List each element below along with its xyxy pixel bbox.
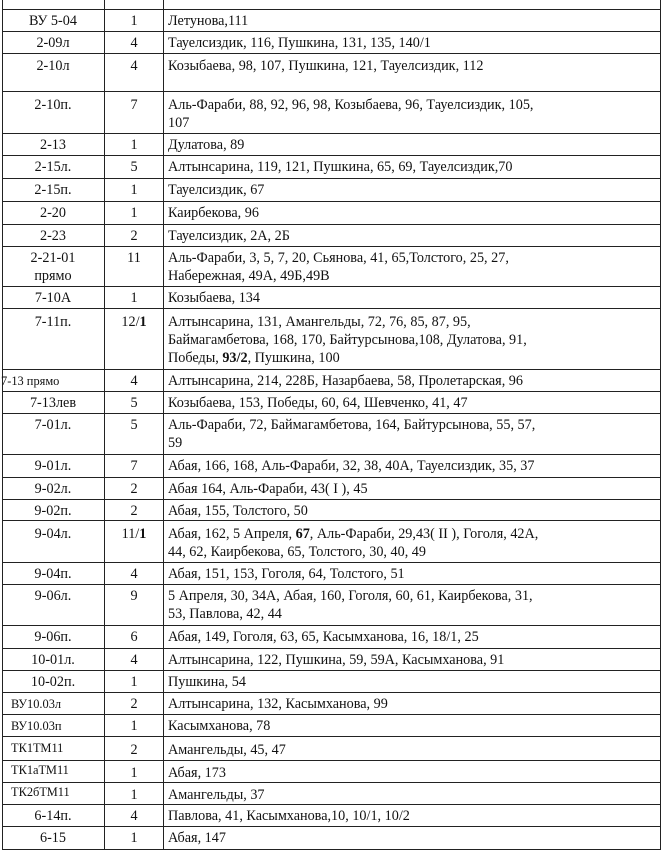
row-count: 5 xyxy=(130,395,138,411)
row-addresses: Аль-Фараби, 72, Баймагамбетова, 164, Байтурсынова, 55, 57, 59 xyxy=(168,417,536,451)
row-addresses: Абая, 149, Гоголя, 63, 65, Касымханова, 16, 18/1, 25 xyxy=(168,629,479,645)
table-row xyxy=(2,155,660,179)
table-row xyxy=(2,9,660,32)
row-addresses xyxy=(168,525,656,561)
addresses-part: Алтынсарина, 131, Амангельды, 72, 76, 85, 87, 95, Баймагамбетова, 168, 170, Байтурсынова,108, Дулатова, 91, Победы, xyxy=(168,314,527,366)
row-code: 2-21-01 прямо xyxy=(30,250,76,284)
table-row xyxy=(2,499,660,521)
table-row xyxy=(2,369,660,392)
row-count: 4 xyxy=(130,35,138,51)
row-code: 7-11п. xyxy=(34,314,72,330)
table-border-right xyxy=(660,0,661,850)
row-addresses: Абая, 173 xyxy=(168,765,226,781)
row-count: 4 xyxy=(130,808,138,824)
row-code: 6-15 xyxy=(39,830,66,846)
row-addresses: Козыбаева, 134 xyxy=(168,290,260,306)
table-row xyxy=(2,648,660,671)
table-row xyxy=(2,246,660,287)
row-code: ТК2бТМ11 xyxy=(11,785,70,799)
row-addresses: Абая, 151, 153, Гоголя, 64, Толстого, 51 xyxy=(168,566,405,582)
row-addresses: Тауелсиздик, 116, Пушкина, 131, 135, 140/1 xyxy=(168,35,431,51)
table-row xyxy=(2,286,660,309)
row-addresses: Аль-Фараби, 3, 5, 7, 20, Сьянова, 41, 65,Толстого, 25, 27, Набережная, 49А, 49Б,49В xyxy=(168,250,509,284)
row-count: 4 xyxy=(130,58,138,74)
count-bold: 1 xyxy=(139,526,147,542)
addresses-part: , Пушкина, 100 xyxy=(247,350,340,366)
row-count: 4 xyxy=(130,373,138,389)
row-addresses: Козыбаева, 98, 107, Пушкина, 121, Тауелсиздик, 112 xyxy=(168,58,484,74)
table-row xyxy=(2,224,660,247)
count-bold: 1 xyxy=(139,314,147,330)
row-addresses xyxy=(168,0,656,2)
row-count: 1 xyxy=(130,205,138,221)
row-count: 2 xyxy=(130,503,138,519)
row-code: 6-14п. xyxy=(34,808,72,824)
row-addresses: Тауелсиздик, 2А, 2Б xyxy=(168,228,290,244)
row-addresses: 5 Апреля, 30, 34А, Абая, 160, Гоголя, 60, 61, Каирбекова, 31, 53, Павлова, 42, 44 xyxy=(168,588,533,622)
row-code: 9-04п. xyxy=(34,566,72,582)
table-row xyxy=(2,625,660,649)
row-addresses xyxy=(168,313,656,367)
row-count: 1 xyxy=(130,13,138,29)
row-addresses: Касымханова, 78 xyxy=(168,718,271,734)
row-addresses: Каирбекова, 96 xyxy=(168,205,259,221)
row-count: 1 xyxy=(130,674,138,690)
row-addresses: Летунова,111 xyxy=(168,13,249,29)
row-count xyxy=(105,0,163,2)
row-count xyxy=(105,313,163,331)
row-code: ВУ 5-04 xyxy=(29,13,77,29)
table-row xyxy=(2,178,660,202)
row-count: 9 xyxy=(130,588,138,604)
row-code: 7-10А xyxy=(34,290,72,306)
row-addresses: Абая, 155, Толстого, 50 xyxy=(168,503,308,519)
row-addresses: Абая, 147 xyxy=(168,830,226,846)
row-addresses: Алтынсарина, 132, Касымханова, 99 xyxy=(168,696,388,712)
row-code: ВУ10.03л xyxy=(11,697,62,711)
count-main: 11/ xyxy=(121,526,140,542)
table-row xyxy=(2,454,660,478)
row-addresses: Амангельды, 37 xyxy=(168,787,265,803)
row-code: 2-15л. xyxy=(34,159,72,175)
row-code xyxy=(2,0,104,2)
row-code: 10-02п. xyxy=(30,674,76,690)
addresses-part: Абая, 162, 5 Апреля, xyxy=(168,526,296,542)
row-count: 4 xyxy=(130,652,138,668)
row-addresses: Павлова, 41, Касымханова,10, 10/1, 10/2 xyxy=(168,808,410,824)
row-code: ТК1аТМ11 xyxy=(11,763,69,777)
table-row xyxy=(2,53,660,92)
table-row xyxy=(2,201,660,225)
row-code: ТК1ТМ11 xyxy=(11,741,64,755)
row-count: 7 xyxy=(130,97,138,113)
row-code: 2-13 xyxy=(39,137,66,153)
table-row xyxy=(2,782,660,805)
row-addresses: Абая 164, Аль-Фараби, 43( I ), 45 xyxy=(168,481,368,497)
row-count: 2 xyxy=(130,228,138,244)
row-count: 5 xyxy=(130,159,138,175)
row-count: 1 xyxy=(130,137,138,153)
row-addresses: Алтынсарина, 122, Пушкина, 59, 59А, Касымханова, 91 xyxy=(168,652,505,668)
row-code: 2-20 xyxy=(39,205,66,221)
row-code: 7-01л. xyxy=(34,417,72,433)
table-row xyxy=(2,413,660,455)
table-row xyxy=(2,736,660,761)
row-addresses: Пушкина, 54 xyxy=(168,674,246,690)
table-row xyxy=(2,670,660,693)
row-count: 2 xyxy=(130,481,138,497)
row-code: 2-23 xyxy=(39,228,66,244)
table-row xyxy=(2,391,660,414)
table-row xyxy=(2,760,660,783)
row-addresses: Дулатова, 89 xyxy=(168,137,245,153)
row-addresses: Аль-Фараби, 88, 92, 96, 98, Козыбаева, 96, Тауелсиздик, 105, 107 xyxy=(168,97,534,131)
row-addresses: Алтынсарина, 214, 228Б, Назарбаева, 58, Пролетарская, 96 xyxy=(168,373,523,389)
row-code: 9-02л. xyxy=(34,481,72,497)
addresses-bold: 67 xyxy=(295,526,310,542)
table-row xyxy=(2,826,660,850)
row-count: 1 xyxy=(130,182,138,198)
table-row xyxy=(2,31,660,54)
row-addresses: Козыбаева, 153, Победы, 60, 64, Шевченко, 41, 47 xyxy=(168,395,468,411)
row-count: 1 xyxy=(130,765,138,781)
row-code: 2-10л xyxy=(36,58,70,74)
row-count: 7 xyxy=(130,458,138,474)
row-code: 9-01л. xyxy=(34,458,72,474)
row-addresses: Тауелсиздик, 67 xyxy=(168,182,265,198)
row-code: 9-06п. xyxy=(34,629,72,645)
row-code: 2-10п. xyxy=(34,97,72,113)
table-row xyxy=(2,562,660,585)
count-main: 12/ xyxy=(121,314,140,330)
table-row xyxy=(2,477,660,500)
row-code: 9-02п. xyxy=(34,503,72,519)
table-row xyxy=(2,91,660,134)
row-code: 9-04л. xyxy=(34,526,72,542)
row-count xyxy=(105,525,163,543)
row-code: ВУ10.03п xyxy=(11,719,62,733)
row-count: 2 xyxy=(130,742,138,758)
row-code: 7-13 прямо xyxy=(1,374,60,388)
addresses-bold: 93/2 xyxy=(222,350,248,366)
row-count: 2 xyxy=(130,696,138,712)
row-code: 2-09л xyxy=(36,35,70,51)
row-count: 1 xyxy=(130,290,138,306)
row-code: 7-13лев xyxy=(29,395,77,411)
row-addresses: Амангельды, 45, 47 xyxy=(168,742,286,758)
row-count: 11 xyxy=(127,250,141,266)
table-row xyxy=(2,584,660,626)
row-count: 1 xyxy=(130,787,138,803)
row-code: 9-06л. xyxy=(34,588,72,604)
table-row xyxy=(2,714,660,737)
table-row xyxy=(2,692,660,715)
row-count: 6 xyxy=(130,629,138,645)
row-addresses: Абая, 166, 168, Аль-Фараби, 32, 38, 40А, Тауелсиздик, 35, 37 xyxy=(168,458,535,474)
row-count: 4 xyxy=(130,566,138,582)
row-count: 1 xyxy=(130,830,138,846)
row-count: 5 xyxy=(130,417,138,433)
row-code: 10-01л. xyxy=(31,652,75,668)
row-count: 1 xyxy=(130,718,138,734)
table-row xyxy=(2,804,660,827)
row-code: 2-15п. xyxy=(34,182,72,198)
row-addresses: Алтынсарина, 119, 121, Пушкина, 65, 69, Тауелсиздик,70 xyxy=(168,159,513,175)
addresses-part: , Аль-Фараби, 29,43( II ), Гоголя, 42А, 44, 62, Каирбекова, 65, Толстого, 30, 40, 49 xyxy=(168,526,539,560)
table-row xyxy=(2,520,660,563)
table-row xyxy=(2,133,660,156)
table-row xyxy=(2,308,660,370)
